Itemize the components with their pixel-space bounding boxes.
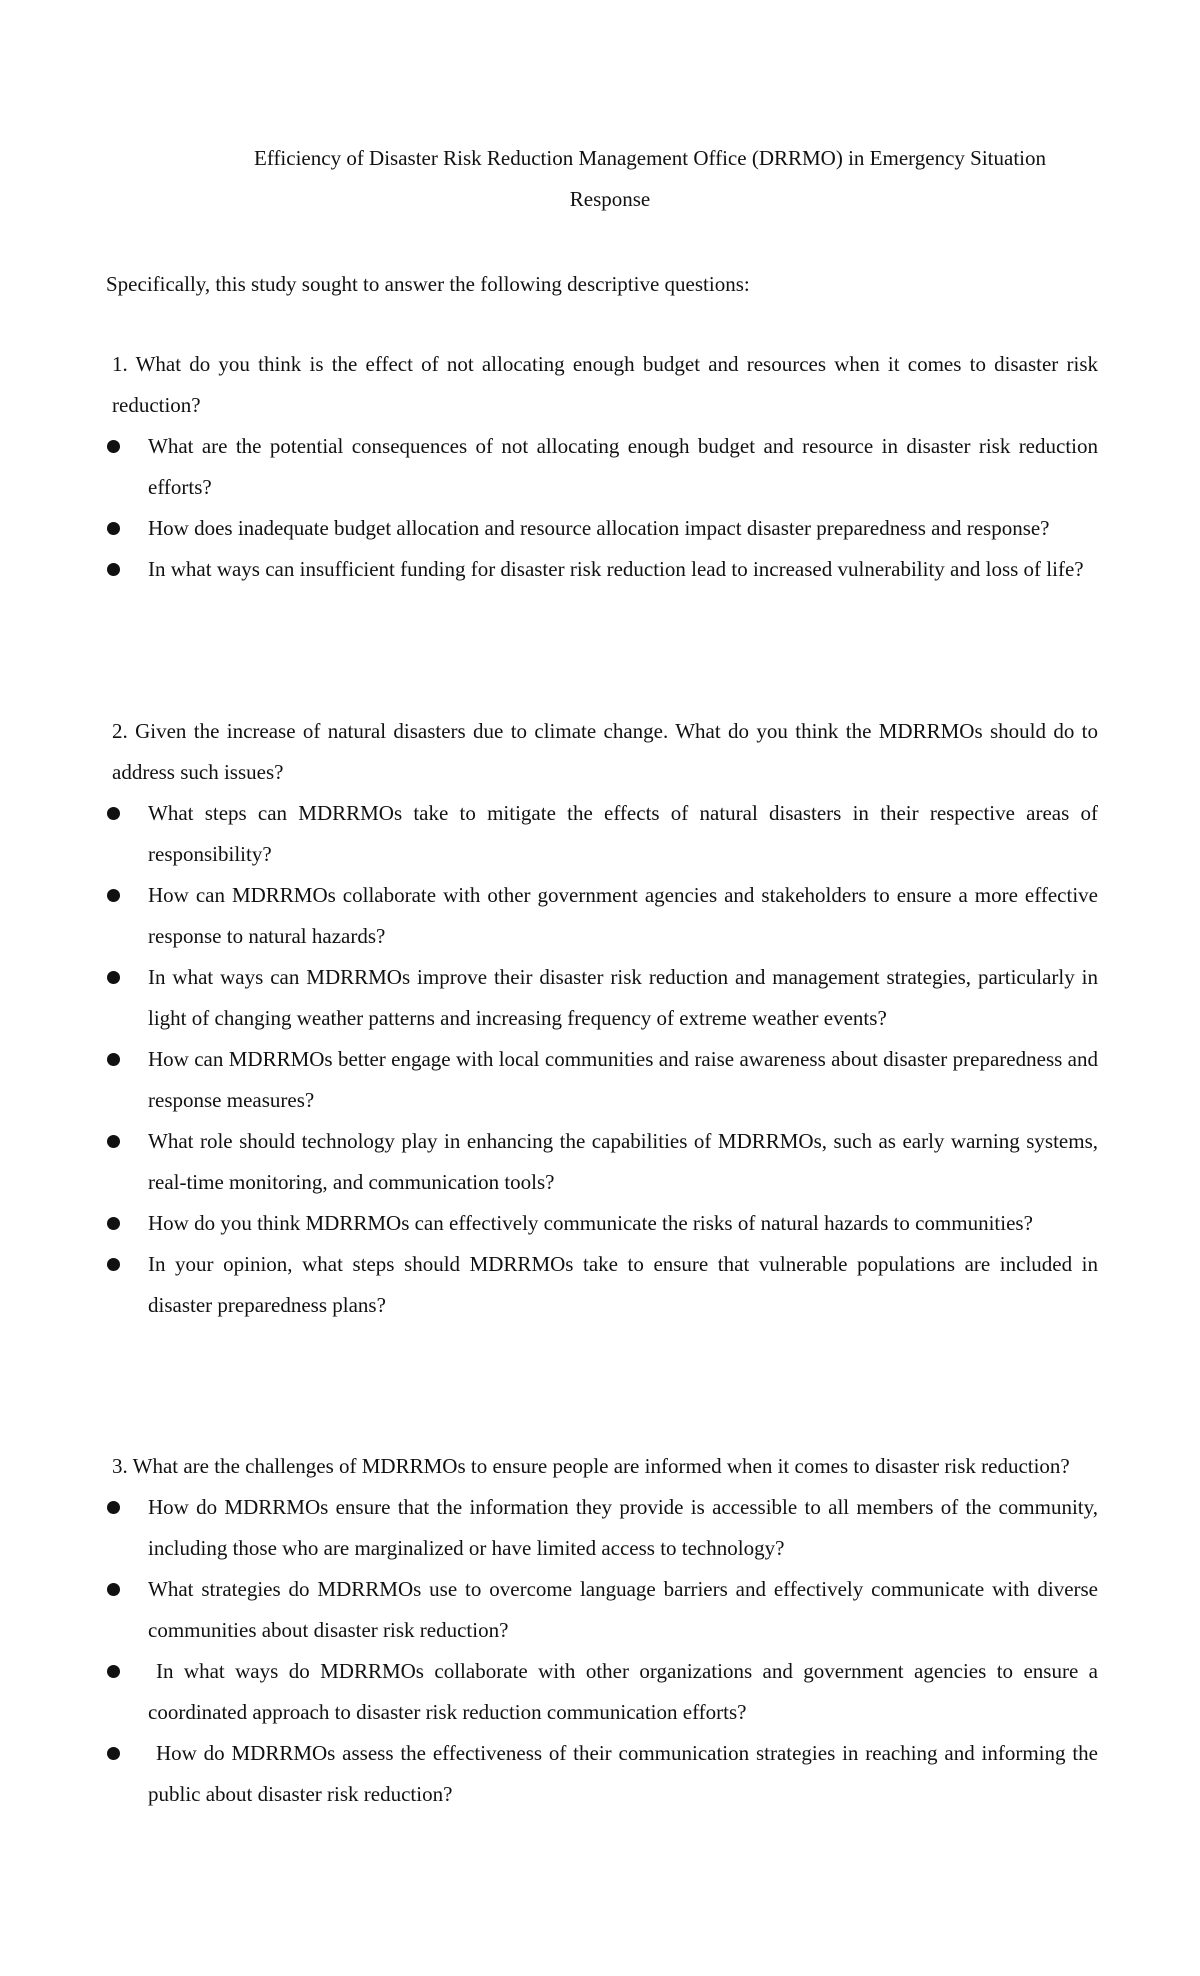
question-3-subquestions — [112, 1487, 1098, 1815]
bullet-icon — [107, 1217, 120, 1230]
list-item — [112, 957, 1098, 1039]
list-item — [112, 1244, 1098, 1326]
intro-text: Specifically, this study sought to answer the following descriptive questions: — [106, 272, 750, 296]
title-line-2: Response — [569, 187, 651, 211]
list-item — [112, 426, 1098, 508]
subquestion-text: What role should technology play in enhancing the capabilities of MDRRMOs, such as early warning systems, real-time monitoring, and communication tools? — [148, 1129, 1098, 1194]
subquestion-text: In what ways can MDRRMOs improve their disaster risk reduction and management strategies, particularly in light of changing weather patterns and increasing frequency of extreme weather events? — [148, 965, 1098, 1030]
bullet-icon — [107, 971, 120, 984]
subquestion-text: In what ways can insufficient funding for disaster risk reduction lead to increased vulnerability and loss of life? — [148, 557, 1084, 581]
question-section-1 — [112, 344, 1098, 590]
question-2: 2. Given the increase of natural disasters due to climate change. What do you think the MDRRMOs should do to address such issues? — [112, 719, 1098, 784]
subquestion-text: What are the potential consequences of not allocating enough budget and resource in disaster risk reduction efforts? — [148, 434, 1098, 499]
list-item — [112, 549, 1098, 590]
question-section-2 — [112, 711, 1098, 1326]
bullet-icon — [107, 889, 120, 902]
question-1-subquestions — [112, 426, 1098, 590]
subquestion-text: In your opinion, what steps should MDRRMOs take to ensure that vulnerable populations are included in disaster preparedness plans? — [148, 1252, 1098, 1317]
subquestion-text: What strategies do MDRRMOs use to overcome language barriers and effectively communicate with diverse communities about disaster risk reduction? — [148, 1577, 1098, 1642]
bullet-icon — [107, 563, 120, 576]
subquestion-text: How do MDRRMOs assess the effectiveness of their communication strategies in reaching and informing the public about disaster risk reduction? — [148, 1741, 1098, 1806]
question-3: 3. What are the challenges of MDRRMOs to ensure people are informed when it comes to disaster risk reduction? — [112, 1454, 1070, 1478]
subquestion-text: How do MDRRMOs ensure that the information they provide is accessible to all members of the community, including those who are marginalized or have limited access to technology? — [148, 1495, 1098, 1560]
subquestion-text: In what ways do MDRRMOs collaborate with other organizations and government agencies to ensure a coordinated approach to disaster risk reduction communication efforts? — [148, 1659, 1098, 1724]
list-item — [112, 1121, 1098, 1203]
list-item — [112, 1039, 1098, 1121]
bullet-icon — [107, 1583, 120, 1596]
list-item — [112, 1651, 1098, 1733]
list-item — [112, 1733, 1098, 1815]
list-item — [112, 1487, 1098, 1569]
bullet-icon — [107, 1747, 120, 1760]
bullet-icon — [107, 1135, 120, 1148]
question-2-subquestions — [112, 793, 1098, 1326]
question-1: 1. What do you think is the effect of not allocating enough budget and resources when it comes to disaster risk reduction? — [112, 352, 1098, 417]
list-item — [112, 793, 1098, 875]
subquestion-text: What steps can MDRRMOs take to mitigate the effects of natural disasters in their respective areas of responsibility? — [148, 801, 1098, 866]
subquestion-text: How do you think MDRRMOs can effectively communicate the risks of natural hazards to communities? — [148, 1211, 1033, 1235]
subquestion-text: How does inadequate budget allocation and resource allocation impact disaster preparedness and response? — [148, 516, 1050, 540]
bullet-icon — [107, 1053, 120, 1066]
bullet-icon — [107, 1501, 120, 1514]
question-section-3 — [112, 1446, 1098, 1815]
list-item — [112, 1203, 1098, 1244]
bullet-icon — [107, 807, 120, 820]
subquestion-text: How can MDRRMOs better engage with local communities and raise awareness about disaster preparedness and response measures? — [148, 1047, 1098, 1112]
bullet-icon — [107, 440, 120, 453]
bullet-icon — [107, 522, 120, 535]
document-title — [110, 138, 1110, 220]
subquestion-text: How can MDRRMOs collaborate with other government agencies and stakeholders to ensure a more effective response to natural hazards? — [148, 883, 1098, 948]
bullet-icon — [107, 1258, 120, 1271]
bullet-icon — [107, 1665, 120, 1678]
title-line-1: Efficiency of Disaster Risk Reduction Management Office (DRRMO) in Emergency Situation — [254, 146, 1046, 170]
list-item — [112, 875, 1098, 957]
list-item — [112, 508, 1098, 549]
list-item — [112, 1569, 1098, 1651]
